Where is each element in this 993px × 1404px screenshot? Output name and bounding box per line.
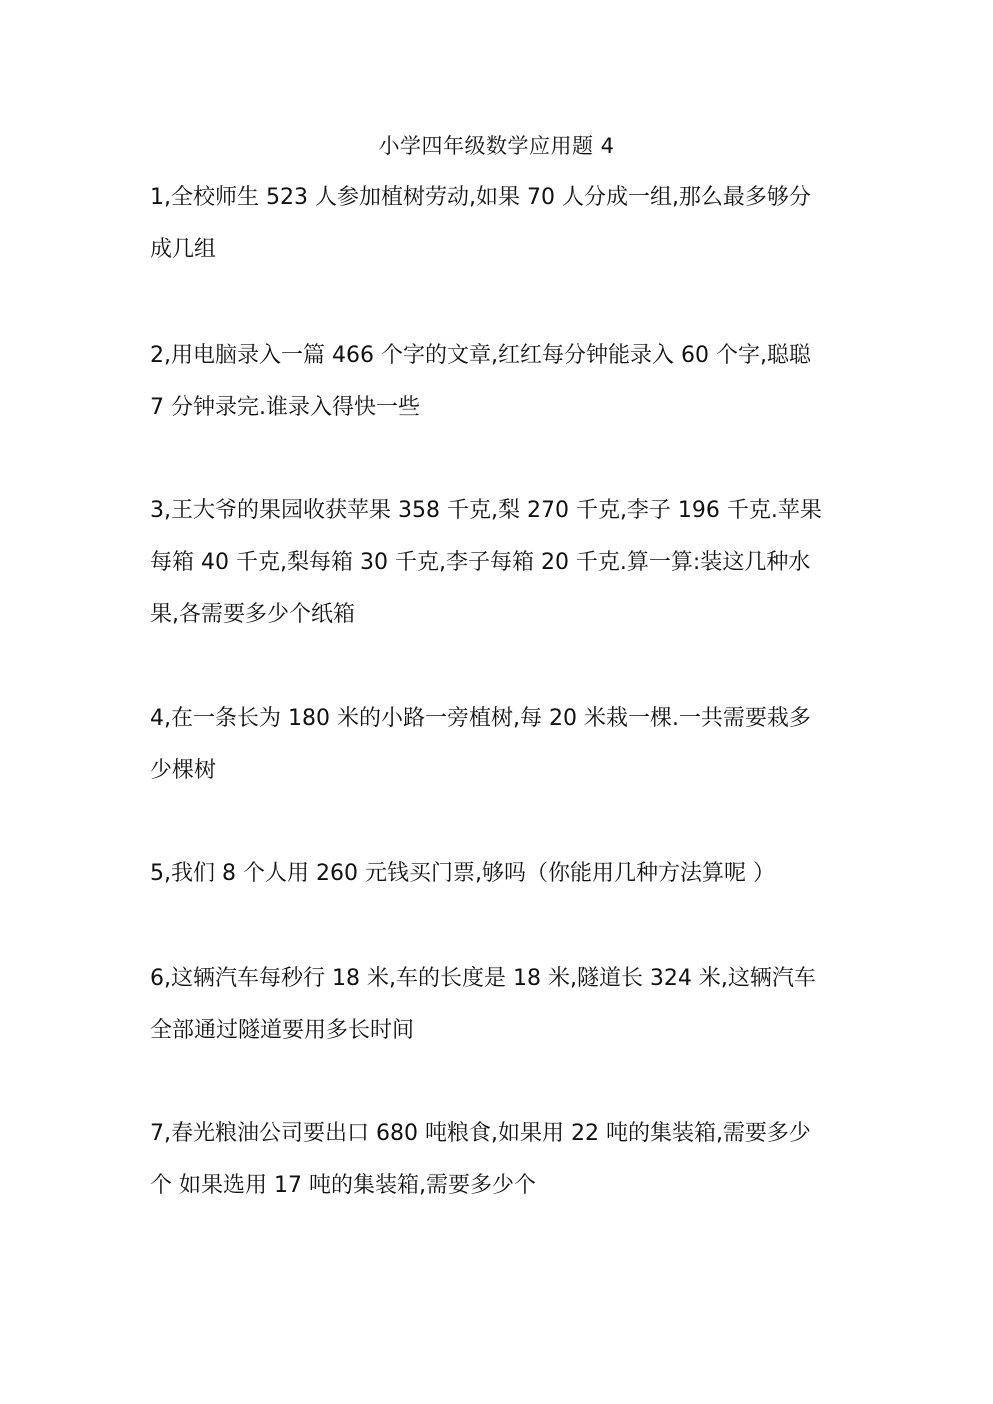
question-1: [150, 172, 850, 276]
question-line: 个 如果选用 17 吨的集装箱,需要多少个: [150, 1173, 536, 1198]
question-line: 果,各需要多少个纸箱: [150, 602, 355, 627]
question-line: 1,全校师生 523 人参加植树劳动,如果 70 人分成一组,那么最多够分: [150, 185, 811, 210]
question-line: 少棵树: [150, 758, 217, 783]
question-line: 2,用电脑录入一篇 466 个字的文章,红红每分钟能录入 60 个字,聪聪: [150, 343, 811, 368]
question-line: 全部通过隧道要用多长时间: [150, 1018, 415, 1043]
question-6: [150, 953, 850, 1057]
question-line: 4,在一条长为 180 米的小路一旁植树,每 20 米栽一棵.一共需要栽多: [150, 706, 811, 731]
question-2: [150, 330, 850, 434]
page-title: 小学四年级数学应用题 4: [378, 134, 615, 158]
question-line: 7,春光粮油公司要出口 680 吨粮食,如果用 22 吨的集装箱,需要多少: [150, 1121, 811, 1146]
question-line: 3,王大爷的果园收获苹果 358 千克,梨 270 千克,李子 196 千克.苹果: [150, 498, 822, 523]
question-line: 每箱 40 千克,梨每箱 30 千克,李子每箱 20 千克.算一算:装这几种水: [150, 550, 811, 575]
question-4: [150, 693, 850, 797]
question-line: 成几组: [150, 237, 217, 262]
question-5: [150, 848, 850, 900]
question-3: [150, 485, 850, 641]
question-line: 7 分钟录完.谁录入得快一些: [150, 395, 420, 420]
question-line: 5,我们 8 个人用 260 元钱买门票,够吗（你能用几种方法算呢 ）: [150, 861, 775, 886]
question-7: [150, 1108, 850, 1212]
question-line: 6,这辆汽车每秒行 18 米,车的长度是 18 米,隧道长 324 米,这辆汽车: [150, 966, 816, 991]
